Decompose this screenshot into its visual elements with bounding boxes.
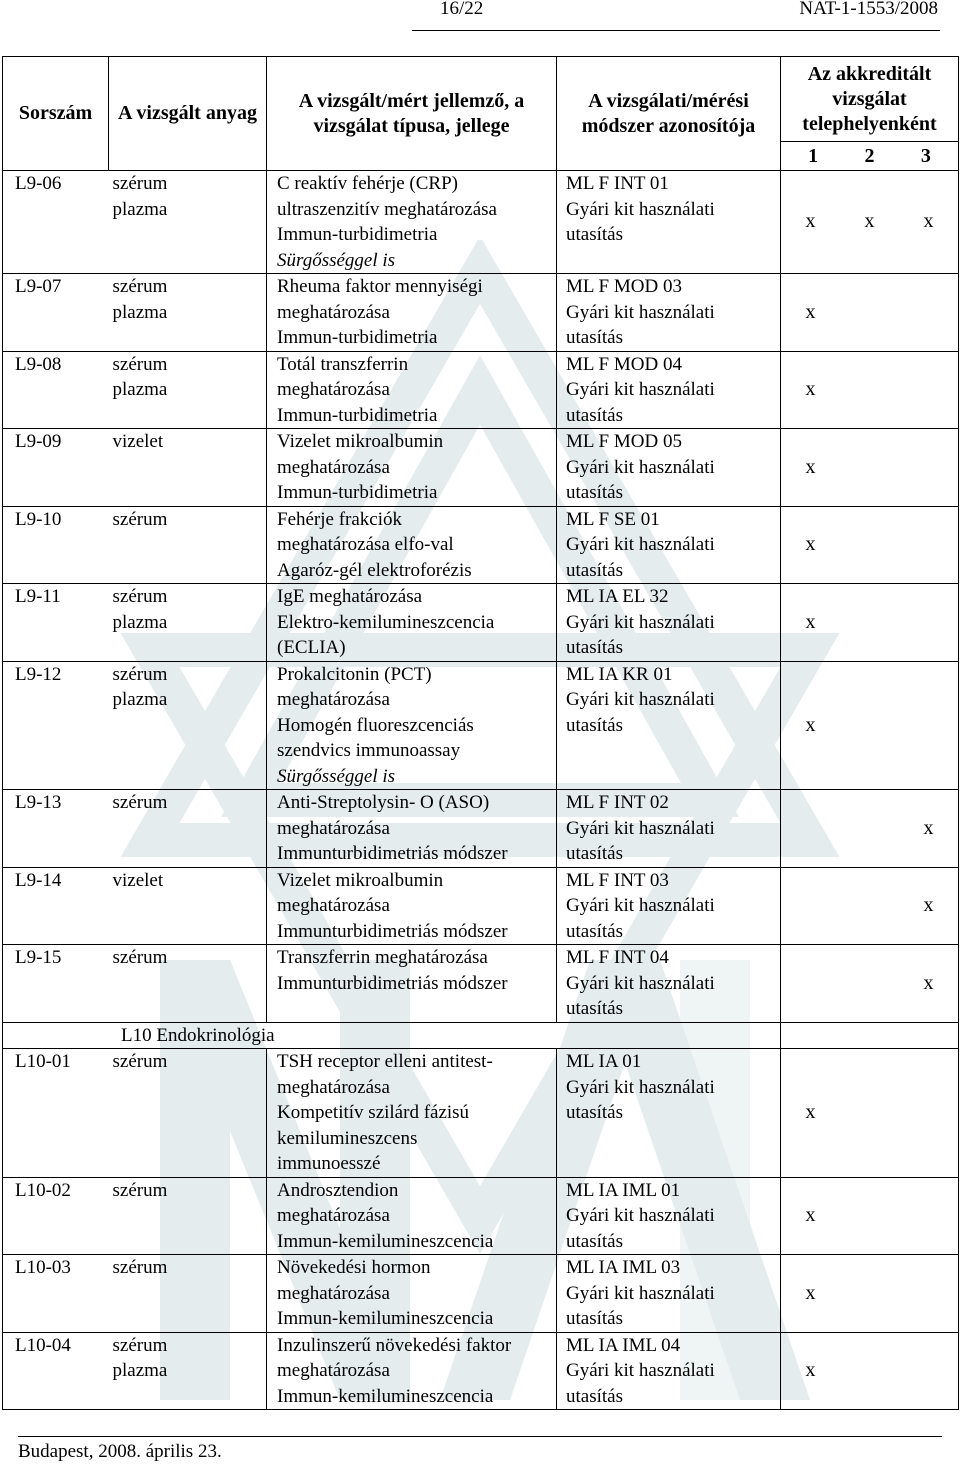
col-header-anyag: A vizsgált anyag [109,57,267,171]
site-1-mark: x [805,378,816,400]
description-line: ultraszenzitív meghatározása [277,198,497,220]
row-id: L9-06 [3,171,109,274]
table-row [3,867,959,945]
method-line: Gyári kit használati [566,972,715,994]
site-marks-grid [781,209,958,235]
description-line: Immunturbidimetriás módszer [277,972,508,994]
row-description [267,171,557,274]
row-id: L9-08 [3,351,109,429]
site-1-mark: x [805,210,816,233]
table-row [3,1255,959,1333]
method-line: utasítás [566,224,623,245]
method-line: Gyári kit használati [566,1205,715,1226]
material-line: szérum [112,1257,168,1278]
row-method [557,661,781,790]
description-line: Anti-Streptolysin- O (ASO) [277,792,490,813]
method-line: utasítás [566,1102,623,1123]
description-line: Transzferrin meghatározása [277,947,488,968]
row-material [109,790,267,868]
site-3-mark: x [923,210,934,233]
site-1-mark: x [805,1204,816,1226]
method-line: Gyári kit használati [566,456,715,478]
description-line: C reaktív fehérje (CRP) [277,173,458,194]
col-header-jellemzo: A vizsgált/mért jellemző, a vizsgálat típusa, jellege [267,57,557,171]
table-row [3,1177,959,1255]
site-marks-grid [781,1100,958,1126]
row-id: L9-14 [3,867,109,945]
description-line: Androsztendion [277,1179,399,1201]
row-site-marks [781,584,959,662]
row-id: L9-11 [3,584,109,662]
row-site-marks [781,1255,959,1333]
method-line: ML IA KR 01 [566,663,673,685]
row-method [557,790,781,868]
method-line: ML IA IML 01 [566,1179,681,1201]
description-line: Immun-turbidimetria [277,224,438,245]
method-line: Gyári kit használati [566,611,715,633]
material-line: szérum [112,1051,168,1072]
material-line: szérum [112,663,168,685]
description-line: meghatározása [277,379,390,400]
row-site-marks [781,790,959,868]
row-site-marks [781,171,959,274]
description-line: Homogén fluoreszcenciás [277,714,474,736]
row-description [267,274,557,352]
method-line: utasítás [566,714,623,736]
description-line: meghatározása elfo-val [277,534,454,555]
site-3-mark [899,713,957,739]
method-line: ML IA IML 04 [566,1334,681,1356]
site-marks-grid [781,971,958,997]
col-header-akkreditalt: Az akkreditált vizsgálat telephelyenként [781,57,959,142]
row-id: L10-04 [3,1332,109,1410]
site-3-mark [899,1281,957,1307]
site-2-mark: x [864,210,875,233]
description-line: Agaróz-gél elektroforézis [277,559,472,581]
site-1-mark [781,971,839,997]
site-3-mark [899,532,957,558]
site-1-label: 1 [808,144,819,167]
material-line: szérum [112,276,168,297]
row-method [557,867,781,945]
site-3-label: 3 [920,144,931,167]
method-line: utasítás [566,404,623,426]
material-line: szérum [112,586,168,607]
material-line: vizelet [112,431,164,452]
method-line: ML F SE 01 [566,508,660,530]
row-id: L9-07 [3,274,109,352]
site-2-label: 2 [864,144,875,167]
site-2-mark [840,713,898,739]
row-description [267,351,557,429]
method-line: Gyári kit használati [566,534,715,555]
method-line: utasítás [566,998,623,1019]
description-line: immunoesszé [277,1153,381,1174]
material-line: plazma [112,689,168,710]
method-line: utasítás [566,637,623,658]
site-1-mark: x [805,1101,816,1123]
row-method [557,1255,781,1333]
material-line: plazma [112,1360,168,1381]
description-line: szendvics immunoassay [277,740,461,761]
method-line: ML F MOD 04 [566,353,682,375]
table-row [3,171,959,274]
method-line: Gyári kit használati [566,198,715,220]
description-line: kemilumineszcens [277,1127,418,1149]
description-line: Elektro-kemilumineszcencia [277,611,495,633]
description-line: meghatározása [277,689,390,710]
row-method [557,1332,781,1410]
row-material [109,1255,267,1333]
site-2-mark [840,532,898,558]
site-2-mark [840,816,898,842]
site-2-mark [840,455,898,481]
description-line: (ECLIA) [277,637,346,658]
row-description [267,506,557,584]
row-description [267,661,557,790]
site-1-mark [781,893,839,919]
row-material [109,1177,267,1255]
site-3-mark [899,377,957,403]
description-line: Rheuma faktor mennyiségi [277,276,483,297]
table-row [3,1332,959,1410]
site-marks-grid [781,1203,958,1229]
description-line: Totál transzferrin [277,353,409,375]
site-marks-grid [781,1358,958,1384]
site-2-mark [840,971,898,997]
site-marks-grid [781,377,958,403]
table-row [3,274,959,352]
row-material [109,429,267,507]
table-row [3,506,959,584]
row-site-marks [781,351,959,429]
method-line: Gyári kit használati [566,689,715,710]
row-material [109,867,267,945]
description-line: Immun-turbidimetria [277,327,438,348]
site-2-mark [840,1100,898,1126]
method-line: ML F INT 03 [566,869,669,891]
row-id: L9-10 [3,506,109,584]
site-marks-grid [781,893,958,919]
description-line: Immunturbidimetriás módszer [277,843,508,864]
row-description [267,1255,557,1333]
site-2-mark [840,610,898,636]
site-3-mark [899,455,957,481]
method-line: ML F MOD 05 [566,431,682,452]
row-method [557,1049,781,1178]
method-line: Gyári kit használati [566,817,715,839]
material-line: szérum [112,947,168,968]
description-line: Inzulinszerű növekedési faktor [277,1334,512,1356]
row-method [557,351,781,429]
method-line: utasítás [566,1385,623,1407]
site-2-mark [840,893,898,919]
method-line: ML F INT 04 [566,947,669,968]
site-3-mark [899,1203,957,1229]
row-site-marks [781,274,959,352]
site-3-mark [899,300,957,326]
method-line: Gyári kit használati [566,1282,715,1304]
row-material [109,945,267,1023]
method-line: ML IA EL 32 [566,586,669,607]
site-marks-grid [781,532,958,558]
method-line: utasítás [566,559,623,581]
description-line: meghatározása [277,456,390,478]
col-header-modszer: A vizsgálati/mérési módszer azonosítója [557,57,781,171]
row-site-marks [781,429,959,507]
col-header-sorszam: Sorszám [3,57,109,171]
row-method [557,1177,781,1255]
row-description [267,1177,557,1255]
method-line: ML IA 01 [566,1051,642,1072]
site-3-mark [899,1358,957,1384]
document-id: NAT-1-1553/2008 [799,0,938,19]
material-line: plazma [112,379,168,400]
row-site-marks [781,1049,959,1178]
method-line: Gyári kit használati [566,379,715,400]
description-line: Immun-turbidimetria [277,404,438,426]
method-line: Gyári kit használati [566,895,715,916]
row-description [267,867,557,945]
description-line: Prokalcitonin (PCT) [277,663,432,685]
row-method [557,584,781,662]
row-id: L10-02 [3,1177,109,1255]
material-line: vizelet [112,869,164,891]
method-line: ML F INT 02 [566,792,669,813]
description-line: Kompetitív szilárd fázisú [277,1102,470,1123]
row-description [267,584,557,662]
row-description [267,429,557,507]
row-description [267,1332,557,1410]
table-row [3,584,959,662]
site-marks-grid [781,610,958,636]
description-line: meghatározása [277,895,390,916]
row-site-marks [781,661,959,790]
row-id: L9-12 [3,661,109,790]
material-line: szérum [112,1179,168,1201]
site-marks-grid [781,713,958,739]
description-line: Fehérje frakciók [277,508,403,530]
row-material [109,1332,267,1410]
method-line: utasítás [566,843,623,864]
material-line: szérum [112,1334,168,1356]
description-line: IgE meghatározása [277,586,423,607]
description-line: Vizelet mikroalbumin [277,869,444,891]
row-description [267,945,557,1023]
material-line: szérum [112,173,168,194]
site-1-mark: x [805,455,816,478]
material-line: plazma [112,301,168,323]
description-line: meghatározása [277,1282,390,1304]
site-2-mark [840,377,898,403]
site-1-mark: x [805,610,816,633]
site-1-mark [781,816,839,842]
row-id: L9-13 [3,790,109,868]
site-2-mark [840,300,898,326]
material-line: szérum [112,353,168,375]
site-1-mark: x [805,1359,816,1381]
method-line: Gyári kit használati [566,1360,715,1381]
row-material [109,661,267,790]
description-line: Vizelet mikroalbumin [277,431,444,452]
site-marks-grid [781,816,958,842]
row-material [109,351,267,429]
accreditation-table [2,56,959,1410]
row-site-marks [781,506,959,584]
description-note: Sürgősséggel is [277,765,396,787]
row-site-marks [781,1332,959,1410]
site-marks-grid [781,455,958,481]
description-line: meghatározása [277,1205,390,1226]
method-line: ML F INT 01 [566,173,669,194]
method-line: utasítás [566,1230,623,1252]
description-line: Immun-kemilumineszcencia [277,1385,494,1407]
row-material [109,171,267,274]
site-3-mark [899,1100,957,1126]
row-site-marks [781,867,959,945]
site-1-mark: x [805,1281,816,1304]
description-line: Immun-kemilumineszcencia [277,1308,494,1329]
site-3-mark: x [923,816,934,839]
method-line: ML IA IML 03 [566,1257,681,1278]
site-3-mark [899,610,957,636]
table-row [3,790,959,868]
row-site-marks [781,945,959,1023]
material-line: plazma [112,611,168,633]
row-method [557,171,781,274]
site-3-mark: x [923,894,934,916]
row-description [267,1049,557,1178]
row-id: L9-15 [3,945,109,1023]
row-method [557,945,781,1023]
footer [18,1436,942,1463]
site-2-mark [840,1281,898,1307]
place-date: Budapest, 2008. április 23. [18,1441,222,1462]
site-numbers [781,142,959,171]
section-empty-cell [781,1022,959,1049]
site-2-mark [840,1203,898,1229]
row-id: L9-09 [3,429,109,507]
section-row [3,1022,959,1049]
description-line: TSH receptor elleni antitest- [277,1051,493,1072]
row-material [109,274,267,352]
site-marks-grid [781,1281,958,1307]
table-row [3,429,959,507]
method-line: ML F MOD 03 [566,276,682,297]
site-1-mark: x [805,713,816,736]
table-row [3,945,959,1023]
method-line: Gyári kit használati [566,301,715,323]
site-2-mark [840,1358,898,1384]
material-line: szérum [112,792,168,813]
description-line: meghatározása [277,1360,390,1381]
row-material [109,1049,267,1178]
method-line: utasítás [566,1308,623,1329]
table-row [3,661,959,790]
site-3-mark: x [923,971,934,994]
site-1-mark: x [805,300,816,323]
site-1-mark: x [805,533,816,555]
method-line: utasítás [566,327,623,348]
description-line: meghatározása [277,817,390,839]
table-row [3,351,959,429]
section-title: L10 Endokrinológia [121,1024,275,1046]
description-line: Immun-kemilumineszcencia [277,1230,494,1252]
row-method [557,274,781,352]
row-site-marks [781,1177,959,1255]
description-line: meghatározása [277,1076,390,1098]
row-method [557,506,781,584]
description-note: Sürgősséggel is [277,249,396,271]
site-marks-grid [781,300,958,326]
table-body [3,171,959,1410]
material-line: plazma [112,198,168,220]
material-line: szérum [112,508,168,530]
description-line: meghatározása [277,301,390,323]
description-line: Immun-turbidimetria [277,482,438,503]
description-line: Immunturbidimetriás módszer [277,920,508,942]
description-line: Növekedési hormon [277,1257,431,1278]
page-number: 16/22 [440,0,484,19]
method-line: utasítás [566,482,623,503]
row-description [267,790,557,868]
row-method [557,429,781,507]
section-cell [3,1022,781,1049]
table-row [3,1049,959,1178]
row-material [109,506,267,584]
method-line: Gyári kit használati [566,1076,715,1098]
row-material [109,584,267,662]
row-id: L10-03 [3,1255,109,1333]
row-id: L10-01 [3,1049,109,1178]
page-header [412,0,940,31]
method-line: utasítás [566,920,623,942]
